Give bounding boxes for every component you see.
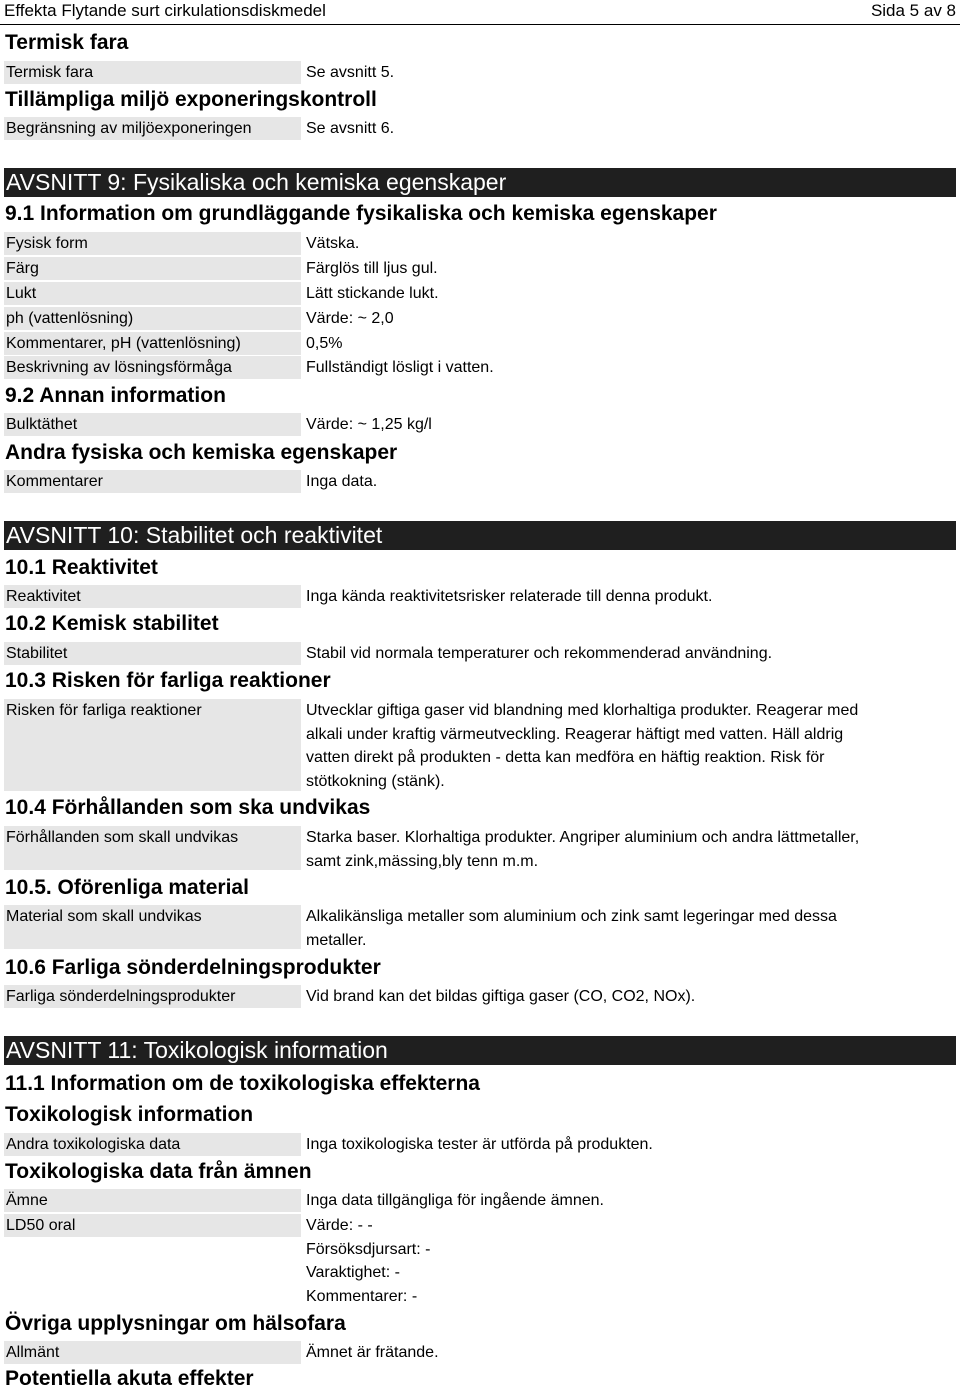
field-value [306, 826, 926, 873]
field-label: Färg [4, 257, 301, 280]
field-label: Begränsning av miljöexponeringen [4, 117, 301, 140]
document-title: Effekta Flytande surt cirkulationsdiskmedel [4, 1, 326, 20]
section-bar-11: AVSNITT 11: Toxikologisk information [4, 1036, 956, 1065]
value-line: Starka baser. Klorhaltiga produkter. Angriper aluminium och andra lättmetaller, [306, 829, 860, 846]
value-line: metaller. [306, 931, 367, 949]
field-label: Andra toxikologiska data [4, 1133, 301, 1156]
field-label: Termisk fara [4, 61, 301, 84]
field-value: Ämnet är frätande. [306, 1344, 439, 1361]
field-label: Kommentarer [4, 470, 301, 493]
field-label: Farliga sönderdelningsprodukter [4, 985, 301, 1008]
field-value: Vätska. [306, 235, 360, 252]
field-value: Inga data. [306, 473, 378, 490]
section-bar-10: AVSNITT 10: Stabilitet och reaktivitet [4, 521, 956, 550]
heading-10-6: 10.6 Farliga sönderdelningsprodukter [5, 956, 381, 979]
field-value: Se avsnitt 5. [306, 64, 395, 81]
field-value: Vid brand kan det bildas giftiga gaser (CO, CO2, NOx). [306, 988, 696, 1005]
heading-10-4: 10.4 Förhållanden som ska undvikas [5, 796, 371, 819]
field-label: ph (vattenlösning) [4, 307, 301, 330]
value-line: Försöksdjursart: - [306, 1240, 431, 1258]
field-label: Bulktäthet [4, 413, 301, 436]
value-line: Kommentarer: - [306, 1287, 418, 1305]
section-bar-9: AVSNITT 9: Fysikaliska och kemiska egenskaper [4, 168, 956, 197]
heading-10-3: 10.3 Risken för farliga reaktioner [5, 669, 331, 692]
heading-10-2: 10.2 Kemisk stabilitet [5, 612, 219, 635]
field-value [306, 1214, 926, 1308]
heading-termisk-fara: Termisk fara [5, 31, 129, 54]
field-label: Ämne [4, 1189, 301, 1212]
field-value: Stabil vid normala temperaturer och rekommenderad användning. [306, 645, 773, 662]
heading-ovriga: Övriga upplysningar om hälsofara [5, 1312, 346, 1335]
field-value: Se avsnitt 6. [306, 120, 395, 137]
value-line: vatten direkt på produkten - detta kan medföra en häftig reaktion. Risk för [306, 749, 825, 766]
heading-10-1: 10.1 Reaktivitet [5, 556, 158, 579]
heading-9-2: 9.2 Annan information [5, 384, 226, 407]
field-value: Fullständigt lösligt i vatten. [306, 359, 494, 376]
field-label: Material som skall undvikas [4, 905, 301, 949]
field-value: Inga data tillgängliga för ingående ämnen. [306, 1192, 604, 1209]
field-label: Förhållanden som skall undvikas [4, 826, 301, 870]
value-line: alkali under kraftig värmeutveckling. Reagerar häftigt med vatten. Häll aldrig [306, 725, 844, 743]
field-label: Beskrivning av lösningsförmåga [4, 356, 301, 379]
page-number: Sida 5 av 8 [870, 1, 956, 20]
heading-miljo: Tillämpliga miljö exponeringskontroll [5, 88, 377, 111]
heading-10-5: 10.5. Oförenliga material [5, 876, 249, 899]
heading-tox-amnen: Toxikologiska data från ämnen [5, 1160, 312, 1183]
value-line: Varaktighet: - [306, 1264, 400, 1281]
field-label: Kommentarer, pH (vattenlösning) [4, 332, 301, 355]
field-value [306, 905, 926, 952]
value-line: stötkokning (stänk). [306, 772, 445, 790]
heading-9-1: 9.1 Information om grundläggande fysikaliska och kemiska egenskaper [5, 202, 717, 225]
value-line: Värde: - - [306, 1217, 373, 1234]
heading-andra: Andra fysiska och kemiska egenskaper [5, 441, 398, 464]
field-value: Inga toxikologiska tester är utförda på produkten. [306, 1136, 653, 1153]
field-label: Allmänt [4, 1341, 301, 1364]
field-label: Risken för farliga reaktioner [4, 699, 301, 791]
field-value: Lätt stickande lukt. [306, 285, 439, 302]
value-line: samt zink,mässing,bly tenn m.m. [306, 852, 539, 870]
field-label: Stabilitet [4, 642, 301, 665]
field-value: Inga kända reaktivitetsrisker relaterade till denna produkt. [306, 588, 713, 605]
field-value [306, 699, 926, 793]
field-label: LD50 oral [4, 1214, 301, 1237]
value-line: Utvecklar giftiga gaser vid blandning med klorhaltiga produkter. Reagerar med [306, 702, 859, 719]
field-value: 0,5% [306, 335, 343, 352]
value-line: Alkalikänsliga metaller som aluminium och zink samt legeringar med dessa [306, 908, 837, 925]
heading-akuta: Potentiella akuta effekter [5, 1367, 254, 1390]
field-value: Värde: ~ 2,0 [306, 310, 394, 327]
heading-11-1: 11.1 Information om de toxikologiska effekterna [5, 1072, 480, 1095]
heading-tox: Toxikologisk information [5, 1103, 254, 1126]
field-label: Reaktivitet [4, 585, 301, 608]
field-value: Värde: ~ 1,25 kg/l [306, 416, 432, 433]
field-label: Lukt [4, 282, 301, 305]
field-label: Fysisk form [4, 232, 301, 255]
field-value: Färglös till ljus gul. [306, 260, 438, 277]
